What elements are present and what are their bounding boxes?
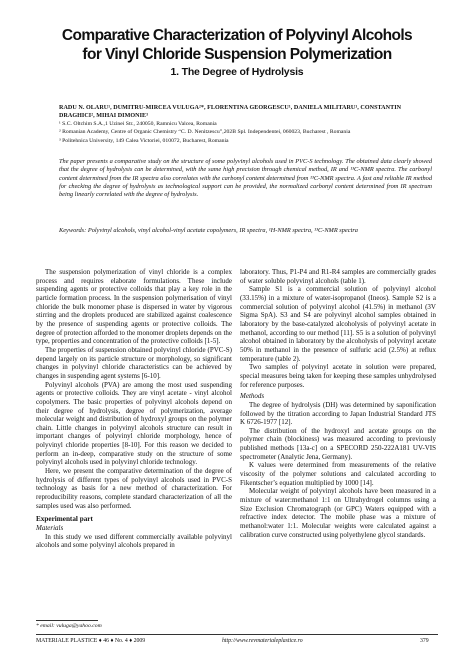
left-column: [36, 268, 232, 550]
right-column: [240, 268, 436, 539]
subheading-materials: Materials: [36, 524, 64, 533]
title-line-2: for Vinyl Chloride Suspension Polymerization: [82, 46, 392, 63]
intro-paragraph-3: Polyvinyl alcohols (PVA) are among the most used suspending agents or protective colloids. They are vinyl acetate - vinyl alcohol copolymers. The basic properties of polyvinyl alcohols depend on their degree of hydrolysis, degree of polymerization, average molecular weight and distribution of hydroxyl groups on the polymer chain. Little changes in polyvinyl alcohols structure can result in important changes of polyvinyl chloride morphology, hence of polyvinyl chloride properties [8-10]. For this reason we decided to perform an in-deep, comparative study on the structure of some polyvinyl alcohols used in polyvinyl chloride technology.: [36, 380, 232, 467]
intro-paragraph-1: The suspension polymerization of vinyl chloride is a complex process and requires elaborate formulations. These include suspending agents or protective colloids that play a key role in the particle formation process. In the suspension polymerisation of vinyl chloride the bulk monomer phase is dispersed in water by vigorous stirring and the droplets produced are stabilized against coalescence by the presence of suspending agents or protective colloids. The degree of protection afforded to the monomer droplets depends on the type, properties and concentration of the protective colloids [1-5].: [36, 268, 232, 346]
materials-continued: laboratory. Thus, P1-P4 and R1-R4 samples are commercially grades of water soluble polyvinyl alcohols (table 1).: [240, 268, 436, 285]
authors: RADU N. OLARU¹, DUMITRU-MIRCEA VULUGA²*, FLORENTINA GEORGESCU¹, DANIELA MILITARU¹, CONSTANTIN DRAGHICI², MIHAI DIMONIE³: [59, 105, 402, 120]
footer-url[interactable]: http://www.revmaterialeplastice.ro: [222, 638, 303, 644]
methods-paragraph-2: The distribution of the hydroxyl and acetate groups on the polymer chain (blockiness) was measured according to previously published methods [13a-c] on a SPECORD 250-222A181 UV-VIS spectrometer (Analytic Jena, Germany).: [240, 426, 436, 461]
affiliation-3: ³ Politehnica University, 149 Calea Victoriei, 010072, Bucharest, Romania: [59, 137, 229, 144]
samples-paragraph: Sample S1 is a commercial solution of polyvinyl alcohol (33.15%) in a mixture of water-isopropanol (Ineos). Sample S2 is a commercial solution of polyvinyl alcohol (41.5%) in methanol (3V Sigma SpA). S3 and S4 are polyvinyl alcohol samples obtained in laboratory by the base-catalyzed alcoholysis of polyvinyl acetate in methanol, according to our method [11]. S5 is a solution of polyvinyl alcohol obtained in laboratory by the alcoholysis of polyvinyl acetate 50% in methanol in the presence of sulfuric acid (2.5%) at reflux temperature (table 2).: [240, 285, 436, 363]
intro-paragraph-2: The properties of suspension obtained polyvinyl chloride (PVC-S) depend largely on its particle structure or morphology, so significant changes in polyvinyl chloride characteristics can be achieved by changes in suspending agent systems [6-10].: [36, 345, 232, 380]
section-heading-experimental: Experimental part: [36, 515, 93, 524]
footnote-divider: [36, 620, 98, 621]
subtitle: 1. The Degree of Hydrolysis: [170, 66, 304, 78]
methods-paragraph-3: K values were determined from measurements of the relative viscosity of the polymer solutions and calculated according to Fikentscher’s equation multiplied by 1000 [14].: [240, 461, 436, 487]
reference-samples-paragraph: Two samples of polyvinyl acetate in solution were prepared, special measures being taken for keeping these samples unhydrolysed for reference purposes.: [240, 363, 436, 389]
footnote-email: * email: vuluga@yahoo.com: [36, 623, 102, 629]
affiliation-1: ¹ S.C. Oltchim S.A.,1 Uzinei Str., 240050, Ramnicu Valcea, Romania: [59, 121, 217, 127]
affiliations: [59, 120, 437, 145]
materials-paragraph: In this study we used different commercially available polyvinyl alcohols and some polyvinyl alcohols prepared in: [36, 532, 232, 550]
intro-paragraph-4: Here, we present the comparative determination of the degree of hydrolysis of different types of polyvinyl alcohols used in PVC-S technology as basis for a new method of characterization. For reproducibility reasons, complete standard characterization of all the samples used was also performed.: [36, 467, 232, 510]
keywords: Keywords: Polyvinyl alcohols, vinyl alcohol-vinyl acetate copolymers, IR spectra, ¹H-NMR spectra, ¹³C-NMR spectra: [59, 227, 358, 234]
abstract: The paper presents a comparative study on the structure of some polyvinyl alcohols used in PVC-S technology. The obtained data clearly showed that the degree of hydrolysis can be determined, with the same high precision through chemical method, IR and ¹³C-NMR spectra. The carbonyl content determined from the IR spectra also correlates with the carbonyl content determined from ¹³C-NMR spectra. A fast and reliable IR method for checking the degree of hydrolysis as technological support can be provided, the normalized carbonyl content determined from IR spectrum being linearly correlated with the degree of hydrolysis.: [59, 158, 432, 199]
subheading-methods: Methods: [240, 392, 265, 401]
methods-paragraph-4: Molecular weight of polyvinyl alcohols have been measured in a mixture of water:methanol 1:1 on Ultrahydrogel columns using a Size Exclusion Chromatograph (or GPC) Waters equipped with a refractive index detector. The mobile phase was a mixture of methanol:water 1:1. Molecular weights were calculated against a calibration curve constructed using polyethylene glycol standards.: [240, 487, 436, 539]
affiliation-2: ² Romanian Academy, Centre of Organic Chemistry “C. D. Nenitzescu”,202B Spl. Independentei, 060023, Bucharest , Romania: [59, 129, 351, 136]
methods-paragraph-1: The degree of hydrolysis (DH) was determined by saponification followed by the titration according to Japan Industrial Standard JTS K 6726-1977 [12].: [240, 400, 436, 427]
title-line-1: Comparative Characterization of Polyvinyl Alcohols: [61, 27, 413, 44]
footer-journal: MATERIALE PLASTICE ♦ 46 ♦ No. 4 ♦ 2009: [36, 638, 146, 644]
page-number: 379: [420, 638, 429, 644]
footer-divider: [36, 634, 438, 635]
